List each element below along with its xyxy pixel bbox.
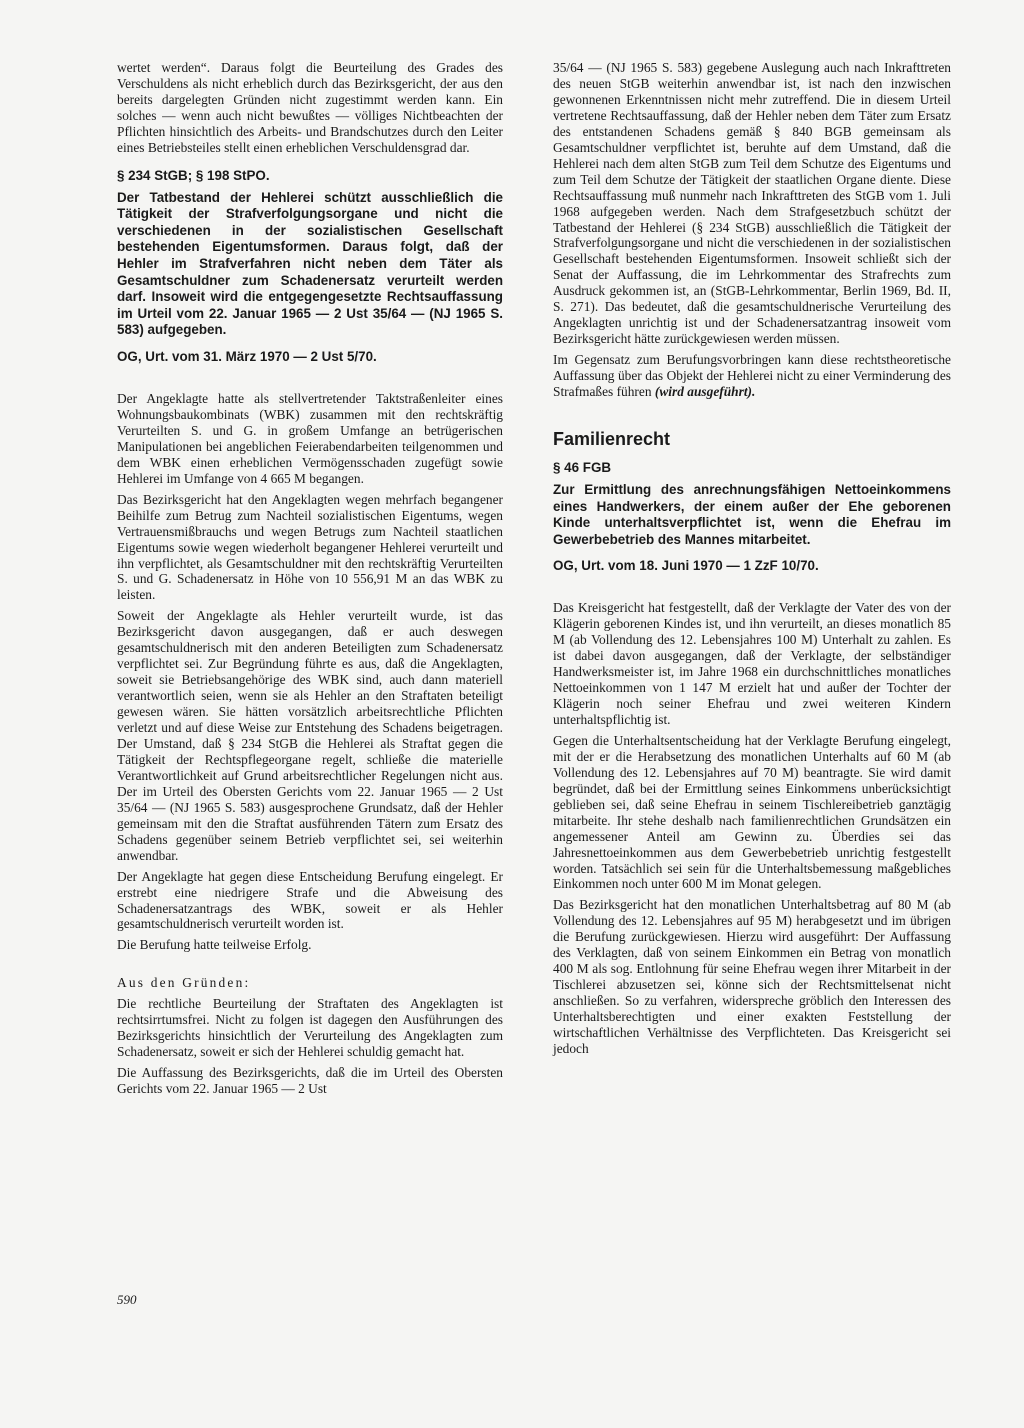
headnote: Zur Ermittlung des anrechnungsfähigen Nettoeinkommens eines Handwerkers, der einem außer der Ehe geborenen Kinde unterhaltsverpflichtet ist, wenn die Ehefrau im Gewerbebetrieb des Mannes mitarbeitet. — [553, 481, 951, 547]
headnote: Der Tatbestand der Hehlerei schützt ausschließlich die Tätigkeit der Strafverfolgungsorgane und nicht die verschiedenen in der sozialistischen Gesellschaft bestehenden Eigentumsformen. Daraus folgt, daß der Hehler im Strafverfahren nicht neben dem Täter als Gesamtschuldner zum Schadenersatz verurteilt werden darf. Insoweit wird die entgegengesetzte Rechtsauffassung im Urteil vom 22. Januar 1965 — 2 Ust 35/64 — (NJ 1965 S. 583) aufgegeben. — [117, 189, 503, 338]
paragraph: Die rechtliche Beurteilung der Straftaten des Angeklagten ist rechtsirrtumsfrei. Nicht zu folgen ist dagegen den Ausführungen des Bezirksgerichts hinsichtlich der Verurteilung des Angeklagten zum Schadenersatz, soweit er sich der Hehlerei schuldig gemacht hat. — [117, 996, 503, 1060]
paragraph: Die Berufung hatte teilweise Erfolg. — [117, 937, 312, 953]
paragraph: Der Angeklagte hat gegen diese Entscheidung Berufung eingelegt. Er erstrebt eine niedrigere Strafe und die Abweisung des Schadenersatzantrags des WBK, soweit er als Hehler gesamtschuldnerisch verurteilt worden ist. — [117, 868, 503, 932]
paragraph — [553, 352, 951, 400]
paragraph: Das Kreisgericht hat festgestellt, daß der Verklagte der Vater des von der Klägerin geborenen Kindes ist, und ihn verurteilt, an dieses monatlich 85 M (ab Vollendung des 12. Lebensjahres 100 M) Unterhalt zu zahlen. Es ist dabei davon ausgegangen, daß der Verklagte, der selbständiger Handwerksmeister ist, im Jahre 1968 ein durchschnittliches monatliches Nettoeinkommen von 1 147 M erzielt hat und außer der Tochter der Klägerin noch seiner Ehefrau und zwei weiteren Kindern unterhaltspflichtig ist. — [553, 600, 951, 727]
emphasis-note: (wird ausgeführt). — [654, 384, 756, 400]
reasons-heading: Aus den Gründen: — [117, 975, 251, 991]
paragraph: wertet werden“. Daraus folgt die Beurteilung des Grades des Verschuldens als nicht erheblich durch das Bezirksgericht, der aus den bereits dargelegten Gründen nicht zugestimmt werden kann. Ein solches — wenn auch nicht bewußtes — völliges Nichtbeachten der Pflichten hinsichtlich des Arbeits- und Brandschutzes durch den Leiter eines Betriebsteiles stellt einen erheblichen Verschuldensgrad dar. — [117, 60, 503, 155]
section-title: Familienrecht — [553, 429, 671, 450]
left-column — [117, 60, 503, 1102]
norm-heading: § 46 FGB — [553, 459, 612, 475]
paragraph: Die Auffassung des Bezirksgerichts, daß die im Urteil des Obersten Gerichts vom 22. Januar 1965 — 2 Ust — [117, 1065, 503, 1097]
paragraph: Soweit der Angeklagte als Hehler verurteilt wurde, ist das Bezirksgericht davon ausgegangen, daß er auch deswegen gesamtschuldnerisch mit den anderen Beteiligten zum Schadenersatz verpflichtet sei. Zur Begründung führte es aus, daß die Angeklagten, soweit sie Betriebsangehörige des WBK sind, auch dann materiell verantwortlich seien, wenn sie als Hehler an den Straftaten beteiligt gewesen wären. Sie hätten vorsätzlich arbeitsrechtliche Pflichten verletzt und auf diese Weise zur Entstehung des Schadens beigetragen. Der Umstand, daß § 234 StGB die Hehlerei als Straftat gegen die Tätigkeit der Rechtspflegeorgane regelt, schließe die materielle Verantwortlichkeit auf Grund arbeitsrechtlicher Regelungen nicht aus. Der im Urteil des Obersten Gerichts vom 22. Januar 1965 — 2 Ust 35/64 — (NJ 1965 S. 583) ausgesprochene Grundsatz, daß der Hehler gemeinsam mit den die Straftat ausführenden Tätern zum Ersatz des Schadens gegenüber seinem Betrieb verpflichtet sei, sei weiterhin anwendbar. — [117, 608, 503, 863]
paragraph-text: Im Gegensatz zum Berufungsvorbringen kann diese rechtstheoretische Auffassung über das Objekt der Hehlerei nicht zu einer Verminderung des Strafmaßes führen — [553, 352, 951, 400]
norm-heading: § 234 StGB; § 198 StPO. — [117, 167, 270, 183]
court-citation: OG, Urt. vom 31. März 1970 — 2 Ust 5/70. — [117, 349, 377, 365]
paragraph: 35/64 — (NJ 1965 S. 583) gegebene Auslegung auch nach Inkrafttreten des neuen StGB weiterhin anwendbar ist, ist nach den inzwischen gewonnenen Erkenntnissen nicht mehr zutreffend. Die in diesem Urteil vertretene Rechtsauffassung, daß der Hehler neben dem Täter zum Ersatz des entstandenen Schadens gemäß § 840 BGB gemeinsam als Gesamtschuldner verpflichtet ist, beruhte auf dem Umstand, daß die Hehlerei nach dem alten StGB zum Teil dem Schutze des Eigentums und zum Teil dem Schutze der Tätigkeit der staatlichen Organe diente. Diese Rechtsauffassung muß nunmehr nach Inkrafttreten des StGB vom 1. Juli 1968 aufgegeben werden. Nach dem Strafgesetzbuch schützt der Tatbestand der Hehlerei (§ 234 StGB) ausschließlich die Tätigkeit der Strafverfolgungsorgane und nicht die verschiedenen in der sozialistischen Gesellschaft bestehenden Eigentumsformen. Insoweit schließt sich der Senat der Auffassung, die im Lehrkommentar des Strafrechts zum Ausdruck gekommen ist, an (StGB-Lehrkommentar, Berlin 1969, Bd. II, S. 271). Das bedeutet, daß die gesamtschuldnerische Verurteilung des Angeklagten unrichtig ist und der Schadenersatzantrag insoweit vom Bezirksgericht hätte zurückgewiesen werden müssen. — [553, 60, 951, 347]
paragraph: Das Bezirksgericht hat den Angeklagten wegen mehrfach begangener Beihilfe zum Betrug zum Nachteil sozialistischen Eigentums, wegen Vertrauensmißbrauchs und wegen Betrugs zum Nachteil staatlichen Eigentums sowie wegen wiederholt begangener Hehlerei verurteilt und ihn verpflichtet, als Gesamtschuldner mit den rechtskräftig Verurteilten S. und G. Schadenersatz in Höhe von 10 556,91 M an das WBK zu leisten. — [117, 491, 503, 603]
court-citation: OG, Urt. vom 18. Juni 1970 — 1 ZzF 10/70. — [553, 558, 819, 574]
page-number: 590 — [117, 1292, 137, 1307]
paragraph: Gegen die Unterhaltsentscheidung hat der Verklagte Berufung eingelegt, mit der er die Herabsetzung des monatlichen Unterhalts auf 60 M (ab Vollendung des 12. Lebensjahres auf 70 M) beantragte. Sie wird damit begründet, daß bei der Ermittlung seines Einkommens unberücksichtigt geblieben sei, daß seine Ehefrau in seinem Tischlereibetrieb ganztägig mitarbeite. Ihr stehe deshalb nach familienrechtlichen Grundsätzen ein angemessener Anteil am Gewinn zu. Überdies sei das Jahresnettoeinkommen aus dem Gewerbebetrieb unrichtig festgestellt worden. Tatsächlich sei sein für die Unterhaltsbemessung maßgebliches Einkommen noch unter 600 M im Monat gelegen. — [553, 732, 951, 892]
paragraph: Das Bezirksgericht hat den monatlichen Unterhaltsbetrag auf 80 M (ab Vollendung des 12. Lebensjahres auf 95 M) herabgesetzt und im übrigen die Berufung zurückgewiesen. Hierzu wird ausgeführt: Der Auffassung des Verklagten, daß von seinem Einkommen ein Betrag von monatlich 400 M als sog. Entlohnung für seine Ehefrau wegen ihrer Mitarbeit in der Tischlerei abzusetzen sei, könne sich der Rechtsmittelsenat nicht anschließen. So zu verfahren, widerspreche gröblich den Interessen des Unterhaltsberechtigten und einer exakten Feststellung der wirtschaftlichen Verhältnisse des Verpflichteten. Das Kreisgericht sei jedoch — [553, 897, 951, 1056]
right-column — [553, 60, 951, 1062]
paragraph: Der Angeklagte hatte als stellvertretender Taktstraßenleiter eines Wohnungsbaukombinats (WBK) zusammen mit den rechtskräftig Verurteilten S. und G. in großem Umfange an betrügerischen Manipulationen bei angeblichen Feierabendarbeiten teilgenommen und dem WBK einen erheblichen Vermögensschaden zugefügt sowie Hehlerei im Umfange von 4 665 M begangen. — [117, 390, 503, 486]
